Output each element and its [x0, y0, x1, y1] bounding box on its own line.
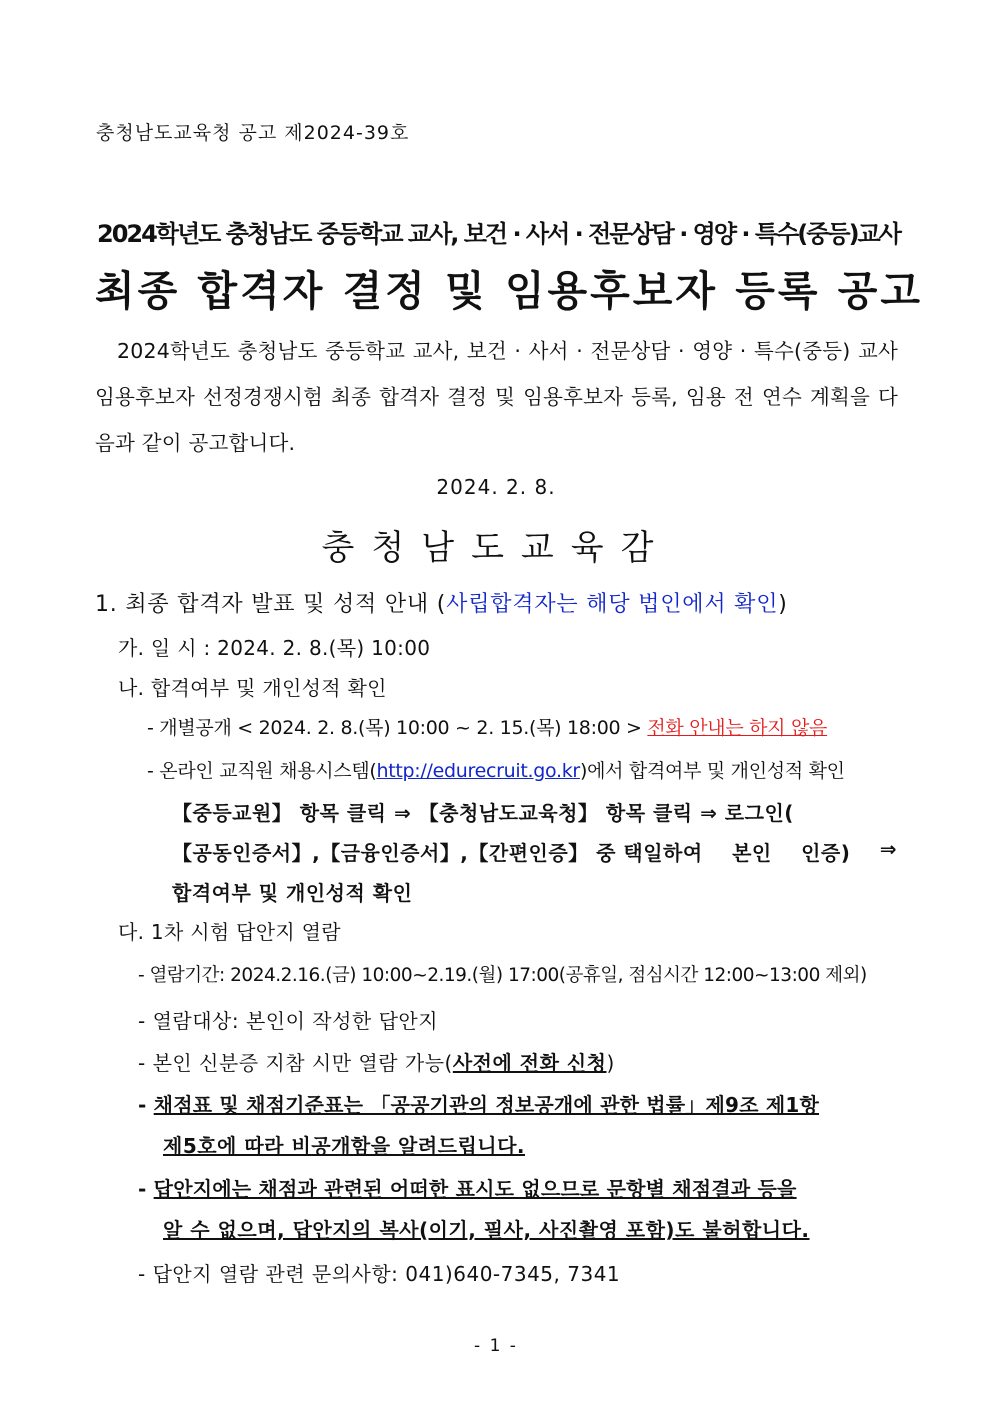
- online-steps-line3: [172, 837, 897, 866]
- edurecruit-link[interactable]: http://edurecruit.go.kr: [376, 760, 580, 782]
- online-steps-line2: 【중등교원】 항목 클릭 ⇒ 【충청남도교육청】 항목 클릭 ⇒ 로그인(: [172, 801, 794, 825]
- phone-request-emphasis: 사전에 전화 신청: [452, 1051, 607, 1075]
- online-steps-self: 본인: [732, 841, 772, 865]
- online-steps-cert-options: 【공동인증서】,【금융인증서】,【간편인증】 중 택일하여: [172, 841, 703, 865]
- no-copy-line2: 알 수 없으며, 답안지의 복사(이기, 필사, 사진촬영 포함)도 불허합니다.: [163, 1218, 810, 1242]
- document-title-line1: 2024학년도 충청남도 중등학교 교사, 보건 · 사서 · 전문상담 · 영양 · 특수(중등)교사: [97, 220, 900, 248]
- item-da-contact: - 답안지 열람 관련 문의사항: 041)640-7345, 7341: [138, 1262, 621, 1286]
- item-na-online-system: [147, 756, 845, 783]
- section1-heading-close: ): [778, 592, 788, 617]
- arrow-icon: ⇒: [879, 837, 897, 861]
- document-title-line2: 최종 합격자 결정 및 임용후보자 등록 공고: [95, 267, 923, 315]
- nondisclosure-dash: -: [138, 1093, 154, 1117]
- online-steps-auth: 인증): [801, 841, 851, 865]
- notice-number: 충청남도교육청 공고 제2024-39호: [96, 122, 410, 144]
- no-copy-dash: -: [138, 1177, 154, 1201]
- nondisclosure-line2: 제5호에 따라 비공개함을 알려드립니다.: [163, 1134, 526, 1158]
- id-required-prefix: - 본인 신분증 지참 시만 열람 가능(: [138, 1051, 453, 1075]
- individual-release-text: - 개별공개 < 2024. 2. 8.(목) 10:00 ~ 2. 15.(목) 18:00 >: [147, 717, 648, 739]
- id-required-suffix: ): [606, 1051, 615, 1075]
- section1-heading-text: 1. 최종 합격자 발표 및 성적 안내 (: [95, 592, 447, 617]
- item-da-period: - 열람기간: 2024.2.16.(금) 10:00~2.19.(월) 17:00(공휴일, 점심시간 12:00~13:00 제외): [138, 965, 867, 986]
- item-na-individual-release: [147, 713, 827, 740]
- nondisclosure-line1: 채점표 및 채점기준표는 「공공기관의 정보공개에 관한 법률」제9조 제1항: [153, 1093, 820, 1117]
- issuer-name: 충청남도교육감: [321, 528, 671, 568]
- announcement-date: 2024. 2. 8.: [436, 475, 556, 499]
- intro-paragraph: 2024학년도 충청남도 중등학교 교사, 보건 · 사서 · 전문상담 · 영양 · 특수(중등) 교사 임용후보자 선정경쟁시험 최종 합격자 결정 및 임용후보자 등록, 임용 전 연수 계획을 다음과 같이 공고합니다.: [95, 339, 898, 455]
- item-da-heading: 다. 1차 시험 답안지 열람: [118, 920, 341, 944]
- item-ga-schedule: 가. 일 시 : 2024. 2. 8.(목) 10:00: [118, 636, 431, 660]
- section1-heading: [95, 587, 788, 618]
- no-copy-line1: 답안지에는 채점과 관련된 어떠한 표시도 없으므로 문항별 채점결과 등을: [153, 1177, 797, 1201]
- item-na-heading: 나. 합격여부 및 개인성적 확인: [118, 676, 387, 700]
- online-system-suffix: )에서 합격여부 및 개인성적 확인: [579, 760, 845, 782]
- no-phone-notice: 전화 안내는 하지 않음: [647, 717, 828, 739]
- page-number: - 1 -: [474, 1336, 518, 1356]
- item-da-no-copy: [138, 1173, 797, 1202]
- online-steps-line4: 합격여부 및 개인성적 확인: [172, 881, 413, 905]
- section1-heading-note: 사립합격자는 해당 법인에서 확인: [446, 592, 779, 617]
- item-da-nondisclosure: [138, 1089, 819, 1118]
- item-da-id-required: [138, 1047, 615, 1076]
- online-system-prefix: - 온라인 교직원 채용시스템(: [147, 760, 377, 782]
- item-da-target: - 열람대상: 본인이 작성한 답안지: [138, 1009, 439, 1033]
